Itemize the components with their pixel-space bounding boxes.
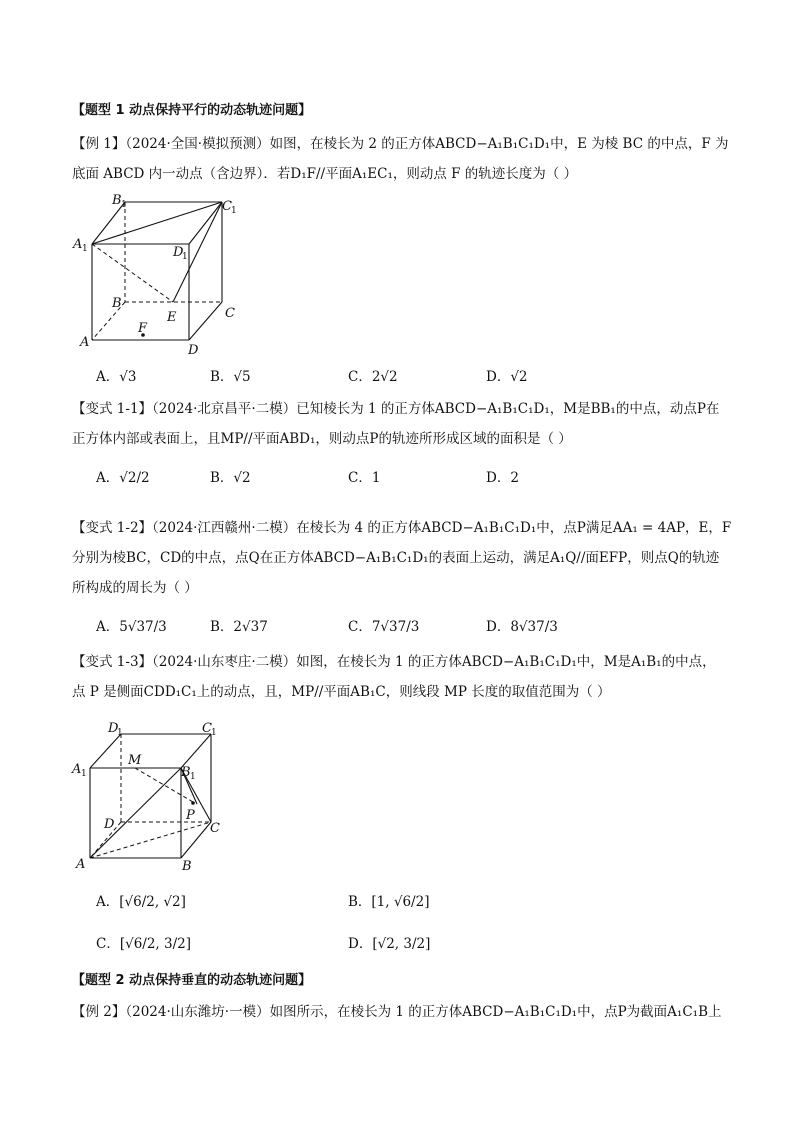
variant-1-3-line-2: 点 P 是侧面CDD₁C₁上的动点，且，MP//平面AB₁C，则线段 MP 长度的取值范围为（ ） [72,684,611,700]
example-1-option-d: D．√2 [486,369,528,385]
example-1-line-1: 【例 1】（2024·全国·模拟预测）如图，在棱长为 2 的正方体ABCD−A₁B₁C₁D₁中，E 为棱 BC 的中点，F 为 [72,136,729,152]
svg-text:1: 1 [81,769,87,779]
svg-text:1: 1 [211,728,217,738]
cube-figure-1 [70,190,250,360]
label-A: A [80,335,90,350]
label-E: E [167,310,177,325]
variant-1-3-line-1: 【变式 1-3】（2024·山东枣庄·二模）如图，在棱长为 1 的正方体ABCD−A₁B₁C₁D₁中，M是A₁B₁的中点， [72,654,716,670]
label-D: D [104,817,115,832]
variant-1-1-option-b: B．√2 [210,470,251,486]
variant-1-2-line-1: 【变式 1-2】（2024·江西赣州·二模）在棱长为 4 的正方体ABCD−A₁B₁C₁D₁中，点P满足AA₁ = 4AP，E，F [72,520,732,536]
variant-1-2-option-d: D．8√37/3 [486,619,558,635]
variant-1-3-option-b: B．[1, √6/2] [348,894,430,910]
svg-text:1: 1 [182,252,188,262]
label-C1: C [222,199,232,214]
label-D: D [188,343,199,358]
cube-figure-2 [70,712,250,872]
label-C1: C [202,721,212,736]
svg-text:1: 1 [231,206,237,216]
svg-text:1: 1 [117,728,123,738]
svg-text:1: 1 [82,244,88,254]
section-header-1: 【题型 1 动点保持平行的动态轨迹问题】 [72,103,312,118]
label-B1: B [181,765,191,780]
variant-1-1-option-d: D．2 [486,470,519,486]
example-1-option-c: C．2√2 [348,369,398,385]
variant-1-1-option-c: C．1 [348,470,381,486]
svg-text:1: 1 [121,200,127,210]
label-D1: D [173,245,184,260]
variant-1-1-line-1: 【变式 1-1】（2024·北京昌平·二模）已知棱长为 1 的正方体ABCD−A₁B₁C₁D₁，M是BB₁的中点，动点P在 [72,401,720,417]
label-P: P [186,808,195,823]
variant-1-2-line-2: 分别为棱BC，CD的中点，点Q在正方体ABCD−A₁B₁C₁D₁的表面上运动，满足A₁Q//面EFP，则点Q的轨迹 [72,550,720,566]
label-B: B [182,859,192,872]
variant-1-3-option-c: C．[√6/2, 3/2] [96,936,192,952]
label-A1: A [72,762,82,777]
variant-1-2-option-a: A．5√37/3 [96,619,167,635]
label-D1: D [108,721,119,736]
label-A1: A [73,237,83,252]
label-A: A [76,857,86,872]
label-B1: B [112,193,122,208]
label-C: C [210,821,220,836]
svg-text:1: 1 [190,772,196,782]
variant-1-3-option-d: D．[√2, 3/2] [348,936,431,952]
section-header-2: 【题型 2 动点保持垂直的动态轨迹问题】 [72,973,312,988]
label-C: C [225,306,235,321]
example-1-option-a: A．√3 [96,369,137,385]
variant-1-2-option-b: B．2√37 [210,619,268,635]
example-1-option-b: B．√5 [210,369,251,385]
variant-1-1-line-2: 正方体内部或表面上，且MP//平面ABD₁，则动点P的轨迹所形成区域的面积是（ ） [72,431,572,447]
example-2-line-1: 【例 2】（2024·山东潍坊·一模）如图所示，在棱长为 1 的正方体ABCD−A₁B₁C₁D₁中，点P为截面A₁C₁B上 [72,1004,722,1020]
variant-1-2-option-c: C．7√37/3 [348,619,420,635]
label-B: B [112,296,122,311]
variant-1-3-option-a: A．[√6/2, √2] [96,894,186,910]
example-1-line-2: 底面 ABCD 内一动点（含边界）．若D₁F//平面A₁EC₁，则动点 F 的轨迹长度为（ ） [72,166,578,182]
label-F: F [138,321,148,336]
variant-1-2-line-3: 所构成的周长为（ ） [72,580,198,596]
variant-1-1-option-a: A．√2/2 [96,470,150,486]
label-M: M [128,753,142,768]
